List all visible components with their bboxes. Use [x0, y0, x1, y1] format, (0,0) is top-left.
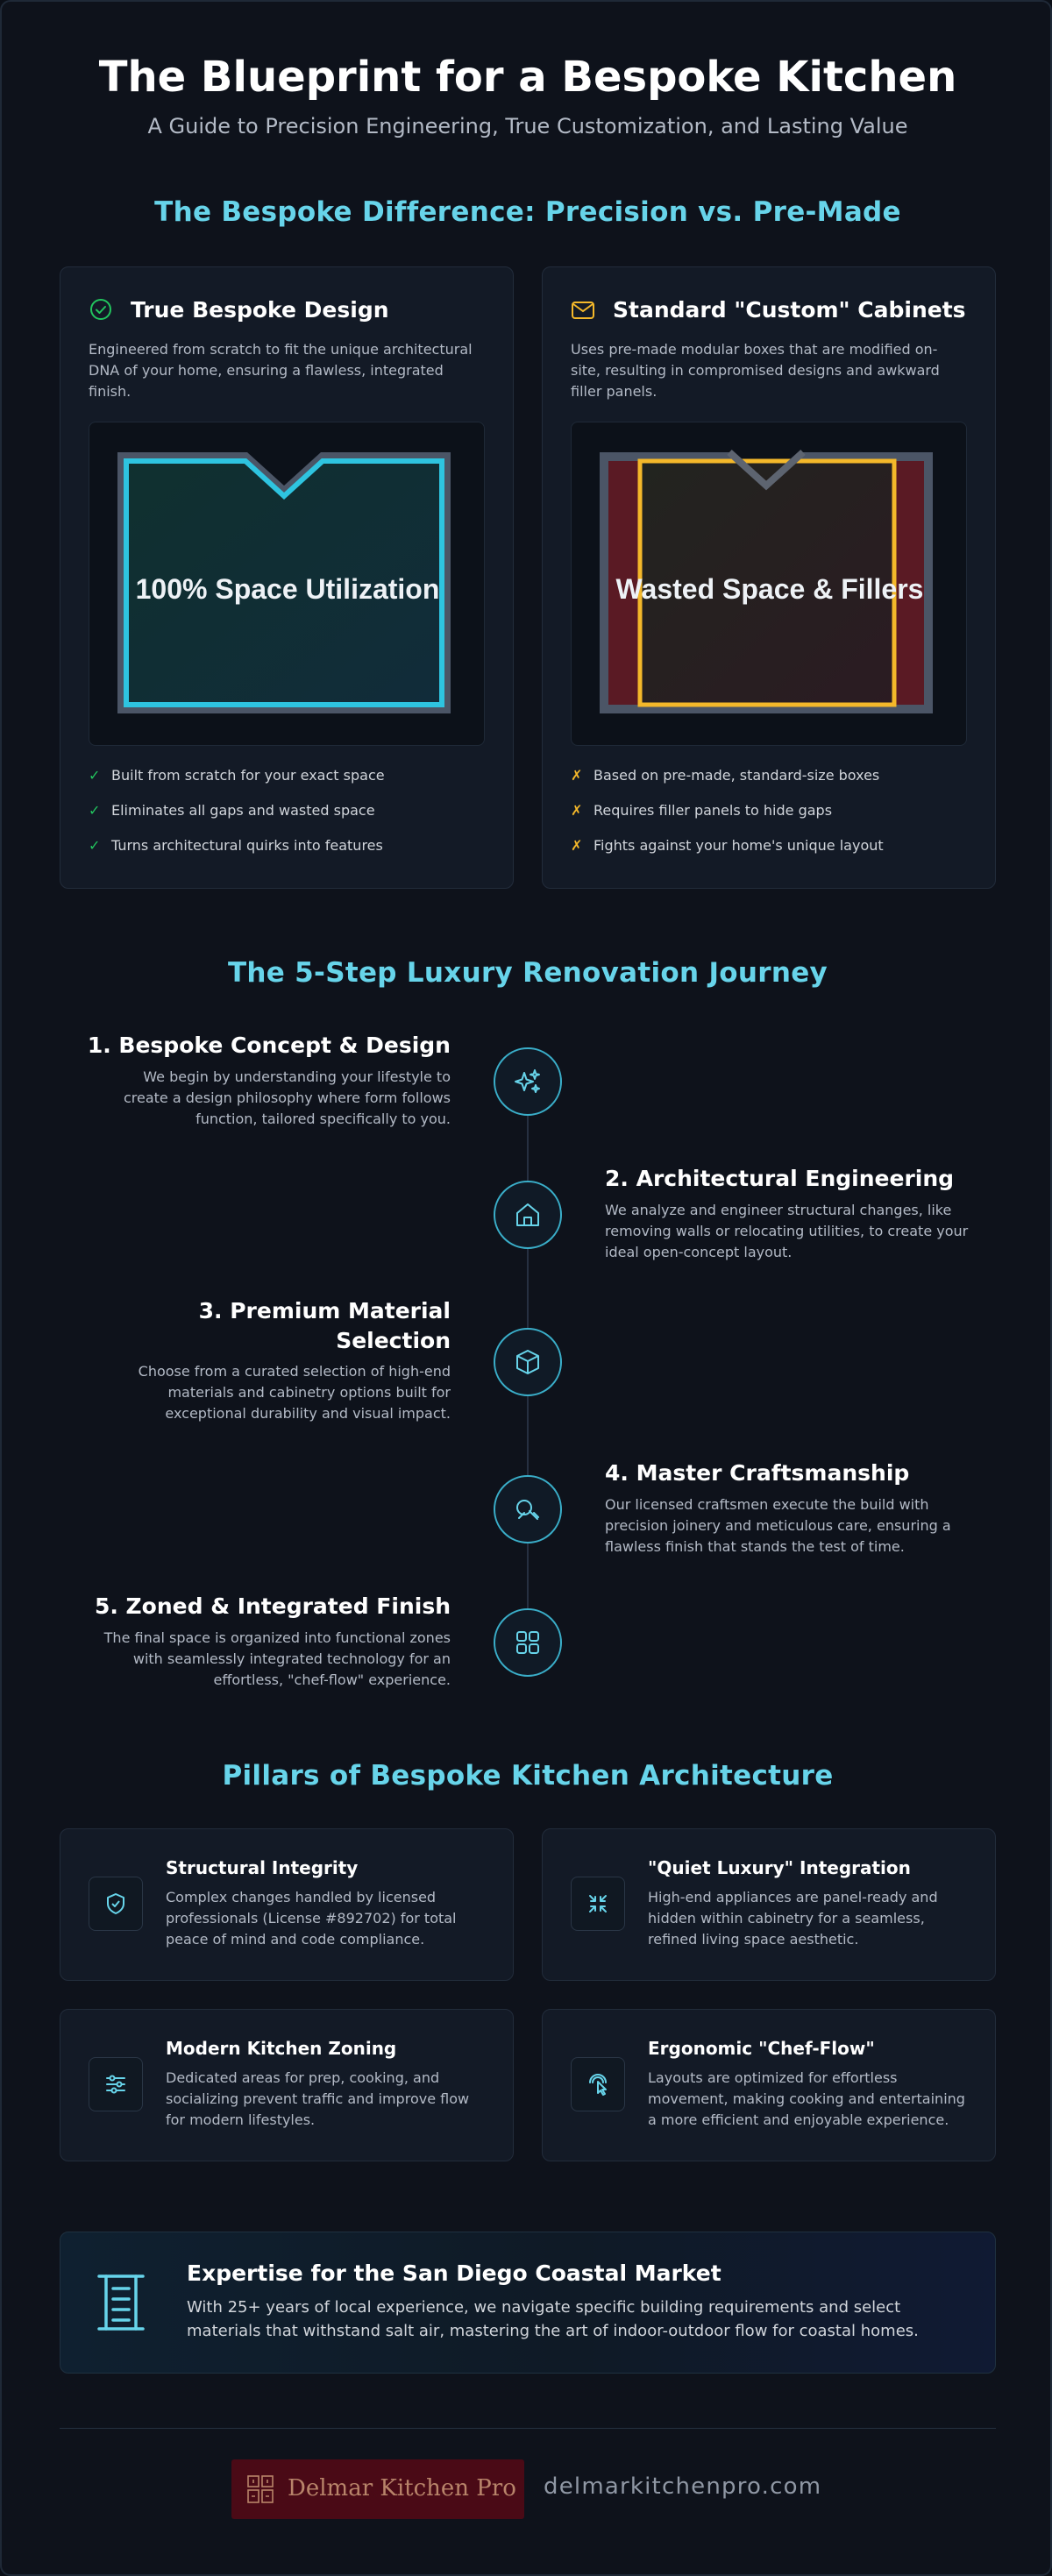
cube-icon	[494, 1328, 562, 1396]
grid-icon	[494, 1608, 562, 1677]
pillar-card	[60, 2009, 514, 2161]
page-title: The Blueprint for a Bespoke Kitchen	[98, 53, 957, 102]
check-mark-icon: ✓	[89, 802, 101, 819]
sparkles-icon	[494, 1047, 562, 1116]
footer-divider	[60, 2428, 996, 2429]
brand-logo[interactable]	[231, 2459, 524, 2519]
check-circle-icon	[89, 297, 113, 325]
check-mark-icon: ✓	[89, 767, 101, 784]
expertise-title: Expertise for the San Diego Coastal Market	[187, 2260, 721, 2286]
pillar-description: Layouts are optimized for effortless movement, making cooking and entertaining a more efficient and enjoyable experience.	[648, 2069, 965, 2128]
page-subtitle: A Guide to Precision Engineering, True Customization, and Lasting Value	[147, 114, 908, 138]
standard-visual	[571, 422, 967, 746]
step-2-description: We analyze and engineer structural changes, like removing walls or relocating utilities, to create your ideal open-concept layout.	[605, 1202, 969, 1260]
bespoke-description: Engineered from scratch to fit the unique architectural DNA of your home, ensuring a flawless, integrated finish.	[89, 341, 473, 400]
bespoke-point: ✓ Built from scratch for your exact space	[89, 767, 385, 784]
bespoke-point: ✓ Eliminates all gaps and wasted space	[89, 802, 375, 819]
pillars-heading: Pillars of Bespoke Kitchen Architecture	[222, 1760, 834, 1792]
pillar-card	[542, 1828, 996, 1981]
x-mark-icon: ✗	[571, 837, 583, 854]
step-4-description: Our licensed craftsmen execute the build with precision joinery and meticulous care, ensuring a flawless finish that stands the test of time.	[605, 1496, 951, 1555]
brand-name: Delmar Kitchen Pro	[288, 2475, 516, 2501]
step-5-title: 5. Zoned & Integrated Finish	[94, 1593, 451, 1619]
standard-card	[542, 266, 996, 889]
x-mark-icon: ✗	[571, 767, 583, 784]
step-3-description: Choose from a curated selection of high-end materials and cabinetry options built for exceptional durability and visual impact.	[138, 1363, 451, 1422]
standard-point: ✗ Requires filler panels to hide gaps	[571, 802, 833, 819]
step-4-title: 4. Master Craftsmanship	[605, 1460, 910, 1486]
pointer-icon	[571, 2057, 625, 2111]
pillar-title: Structural Integrity	[166, 1857, 359, 1878]
logo-mark-icon	[245, 2473, 275, 2509]
comparison-heading: The Bespoke Difference: Precision vs. Pre-Made	[154, 196, 901, 228]
mail-icon	[571, 299, 595, 325]
website-link[interactable]: delmarkitchenpro.com	[544, 2473, 822, 2500]
step-1-title: 1. Bespoke Concept & Design	[87, 1033, 451, 1058]
sliders-icon	[89, 2057, 143, 2111]
x-mark-icon: ✗	[571, 802, 583, 819]
pillar-card	[542, 2009, 996, 2161]
step-5-description: The final space is organized into functional zones with seamlessly integrated technology for an effortless, "chef-flow" experience.	[103, 1629, 451, 1688]
shrink-icon	[571, 1877, 625, 1931]
pillar-description: High-end appliances are panel-ready and hidden within cabinetry for a seamless, refined living space aesthetic.	[648, 1889, 938, 1948]
journey-heading: The 5-Step Luxury Renovation Journey	[227, 957, 828, 989]
standard-visual-label: Wasted Space & Fillers	[615, 573, 924, 605]
step-2-title: 2. Architectural Engineering	[605, 1166, 955, 1191]
pillar-description: Complex changes handled by licensed professionals (License #892702) for total peace of mind and code compliance.	[166, 1889, 457, 1948]
building-icon	[94, 2273, 148, 2336]
standard-point: ✗ Based on pre-made, standard-size boxes	[571, 767, 880, 784]
tools-icon	[494, 1475, 562, 1543]
bespoke-title: True Bespoke Design	[131, 297, 389, 323]
pillar-description: Dedicated areas for prep, cooking, and socializing prevent traffic and improve flow for modern lifestyles.	[166, 2069, 470, 2128]
check-mark-icon: ✓	[89, 837, 101, 854]
bespoke-point: ✓ Turns architectural quirks into features	[89, 837, 383, 854]
shield-check-icon	[89, 1877, 143, 1931]
bespoke-visual-label: 100% Space Utilization	[135, 573, 440, 605]
home-icon	[494, 1181, 562, 1249]
standard-point: ✗ Fights against your home's unique layout	[571, 837, 884, 854]
bespoke-card	[60, 266, 514, 889]
step-1-description: We begin by understanding your lifestyle to create a design philosophy where form follows function, tailored specifically to you.	[123, 1068, 451, 1127]
expertise-banner	[60, 2232, 996, 2374]
pillar-card	[60, 1828, 514, 1981]
standard-description: Uses pre-made modular boxes that are modified on-site, resulting in compromised designs and awkward filler panels.	[571, 341, 940, 400]
pillar-title: "Quiet Luxury" Integration	[648, 1857, 911, 1878]
step-3-title: 3. Premium Material Selection	[198, 1298, 451, 1353]
expertise-description: With 25+ years of local experience, we navigate specific building requirements and select materials that withstand salt air, mastering the art of indoor-outdoor flow for coastal homes.	[187, 2298, 919, 2340]
standard-title: Standard "Custom" Cabinets	[613, 297, 966, 323]
pillar-title: Ergonomic "Chef-Flow"	[648, 2038, 875, 2059]
bespoke-visual	[89, 422, 485, 746]
pillar-title: Modern Kitchen Zoning	[166, 2038, 397, 2059]
